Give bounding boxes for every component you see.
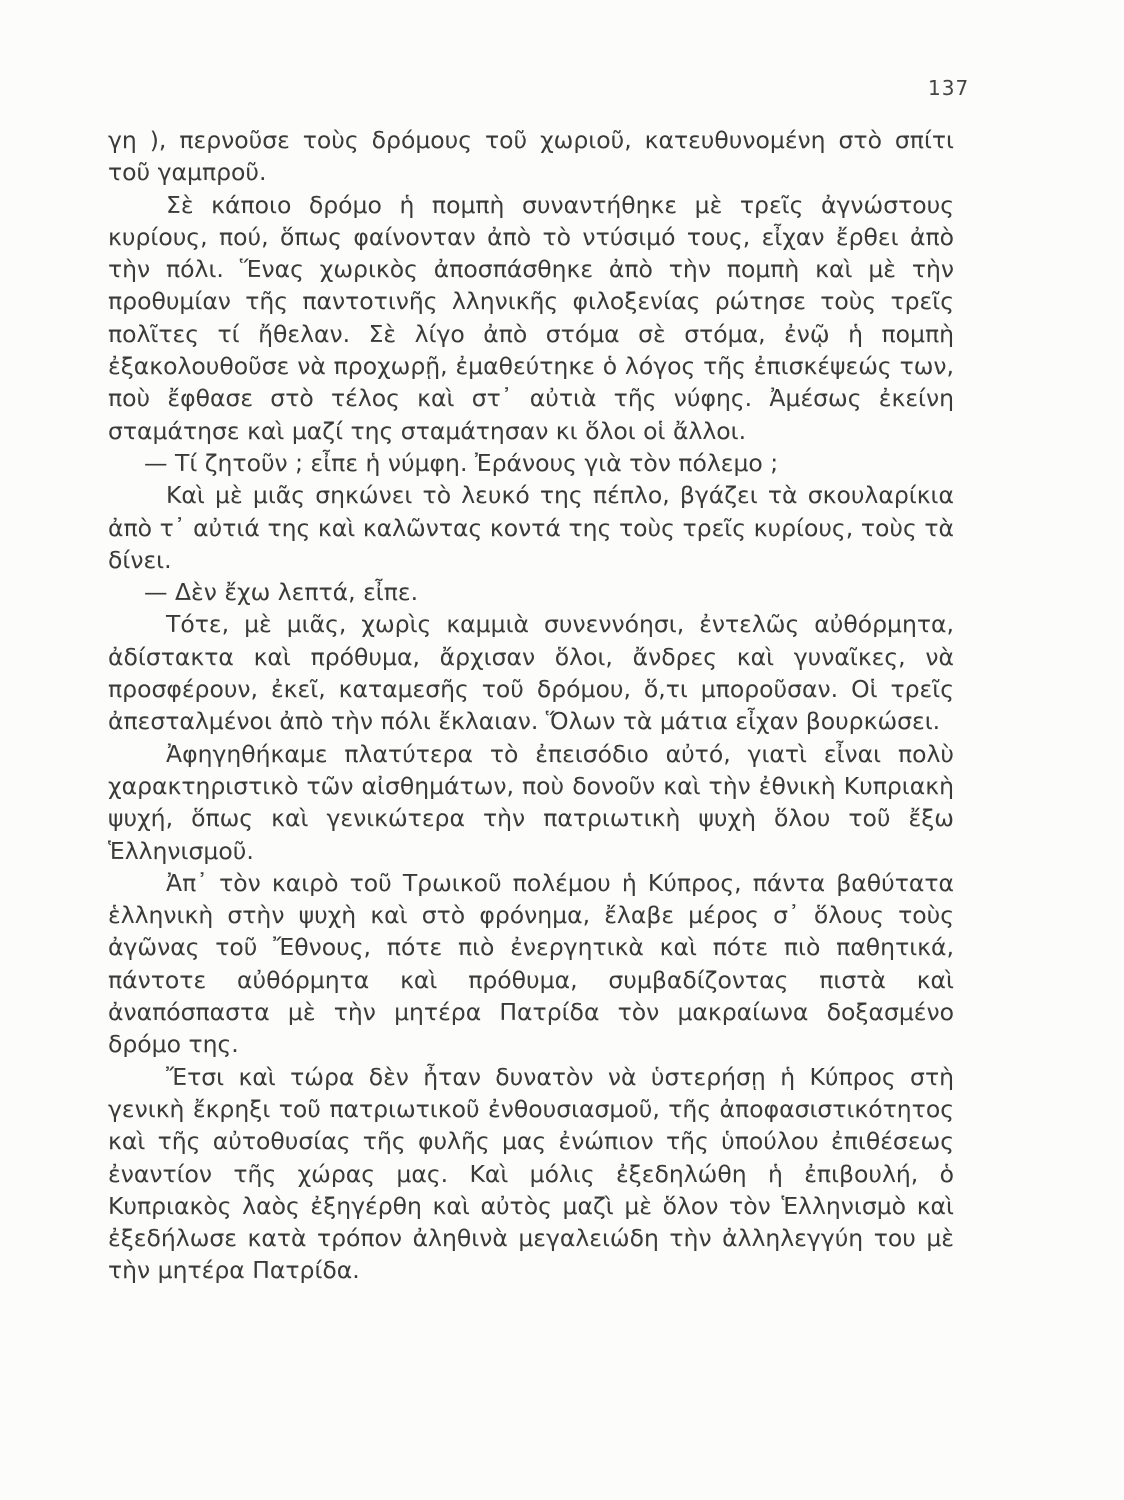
paragraph-continued: γη ), περνοῦσε τοὺς δρόμους τοῦ χωριοῦ, κατευθυνομένη στὸ σπίτι τοῦ γαμπροῦ. bbox=[108, 126, 954, 187]
paragraph-episode-commentary: Ἀφηγηθήκαμε πλατύτερα τὸ ἐπεισόδιο αὐτό, γιατὶ εἶναι πολὺ χαρακτηριστικὸ τῶν αἰσθημάτων, ποὺ δονοῦν καὶ τὴν ἐθνικὴ Κυπριακὴ ψυχή, ὅπως καὶ γενικώτερα τὴν πατριωτικὴ ψυχὴ ὅλου τοῦ ἔξω Ἑλληνισμοῦ. bbox=[108, 739, 954, 865]
body-text bbox=[108, 124, 954, 1287]
paragraph-offerings: Τότε, μὲ μιᾶς, χωρὶς καμμιὰ συνεννόησι, ἐντελῶς αὐθόρμητα, ἀδίστακτα καὶ πρόθυμα, ἄρχισαν ὅλοι, ἄνδρες καὶ γυναῖκες, νὰ προσφέρουν, ἐκεῖ, καταμεσῆς τοῦ δρόμου, ὅ,τι μποροῦσαν. Οἱ τρεῖς ἀπεσταλμένοι ἀπὸ τὴν πόλι ἔκλαιαν. Ὅλων τὰ μάτια εἶχαν βουρκώσει. bbox=[108, 610, 954, 736]
paragraph-earrings: Καὶ μὲ μιᾶς σηκώνει τὸ λευκό της πέπλο, βγάζει τὰ σκουλαρίκια ἀπὸ τ᾽ αὐτιά της καὶ καλῶντας κοντά της τοὺς τρεῖς κυρίους, τοὺς τὰ δίνει. bbox=[108, 481, 954, 574]
paragraph-history: Ἀπ᾽ τὸν καιρὸ τοῦ Τρωικοῦ πολέμου ἡ Κύπρος, πάντα βαθύτατα ἑλληνικὴ στὴν ψυχὴ καὶ στὸ φρόνημα, ἔλαβε μέρος σ᾽ ὅλους τοὺς ἀγῶνας τοῦ Ἔθνους, πότε πιὸ ἐνεργητικὰ καὶ πότε πιὸ παθητικά, πάντοτε αὐθόρμητα καὶ πρόθυμα, συμβαδίζοντας πιστὰ καὶ ἀναπόσπαστα μὲ τὴν μητέρα Πατρίδα τὸν μακραίωνα δοξασμένο δρόμο της. bbox=[108, 868, 954, 1059]
paragraph-procession: Σὲ κάποιο δρόμο ἡ πομπὴ συναντήθηκε μὲ τρεῖς ἀγνώστους κυρίους, πού, ὅπως φαίνονταν ἀπὸ τὸ ντύσιμό τους, εἶχαν ἔρθει ἀπὸ τὴν πόλι. Ἕνας χωρικὸς ἀποσπάσθηκε ἀπὸ τὴν πομπὴ καὶ μὲ τὴν προθυμίαν τῆς παντοτινῆς λληνικῆς φιλοξενίας ρώτησε τοὺς τρεῖς πολῖτες τί ἤθελαν. Σὲ λίγο ἀπὸ στόμα σὲ στόμα, ἐνῷ ἡ πομπὴ ἐξακολουθοῦσε νὰ προχωρῇ, ἐμαθεύτηκε ὁ λόγος τῆς ἐπισκέψεώς των, ποὺ ἔφθασε στὸ τέλος καὶ στ᾽ αὐτιὰ τῆς νύφης. Ἀμέσως ἐκείνη σταμάτησε καὶ μαζί της σταμάτησαν κι ὅλοι οἱ ἄλλοι. bbox=[108, 190, 954, 445]
paragraph-solidarity: Ἔτσι καὶ τώρα δὲν ἦταν δυνατὸν νὰ ὑστερήσῃ ἡ Κύπρος στὴ γενικὴ ἔκρηξι τοῦ πατριωτικοῦ ἐνθουσιασμοῦ, τῆς ἀποφασιστικότητος καὶ τῆς αὐτοθυσίας τῆς φυλῆς μας ἐνώπιον τῆς ὑπούλου ἐπιθέσεως ἐναντίον τῆς χώρας μας. Καὶ μόλις ἐξεδηλώθη ἡ ἐπιβουλή, ὁ Κυπριακὸς λαὸς ἐξηγέρθη καὶ αὐτὸς μαζὶ μὲ ὅλον τὸν Ἑλληνισμὸ καὶ ἐξεδήλωσε κατὰ τρόπον ἀληθινὰ μεγαλειώδη τὴν ἀλληλεγγύη του μὲ τὴν μητέρα Πατρίδα. bbox=[108, 1062, 954, 1285]
dialogue-no-money: — Δὲν ἔχω λεπτά, εἶπε. bbox=[144, 578, 419, 607]
page-number: 137 bbox=[928, 76, 970, 100]
dialogue-bride-question: — Τί ζητοῦν ; εἶπε ἡ νύμφη. Ἐράνους γιὰ τὸν πόλεμο ; bbox=[144, 448, 779, 477]
